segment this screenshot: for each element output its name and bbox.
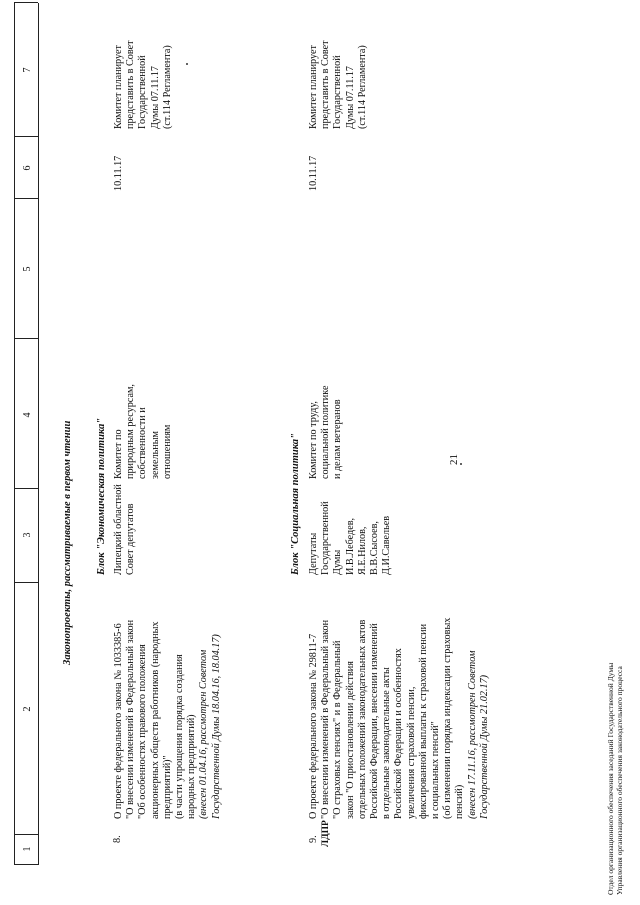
header-divider xyxy=(14,488,38,489)
faction-tag: ЛДПР xyxy=(321,820,331,847)
row-number: 8. xyxy=(112,835,123,843)
bill-note-line: Государственной Думы 21.02.17) xyxy=(478,674,490,819)
initiator-line: Депутаты xyxy=(308,532,319,575)
header-divider xyxy=(14,198,38,199)
committee-line: Комитет по xyxy=(113,429,124,479)
initiator-line: Государственной xyxy=(320,501,332,575)
action-line: представить в Совет xyxy=(125,40,137,129)
initiator-line: Совет депутатов xyxy=(125,503,137,575)
bill-note-line: (внесен 17.11.16, рассмотрен Советом xyxy=(466,650,478,819)
bill-line: народных предприятий) xyxy=(186,714,198,819)
bill-line: "Об особенностях правового положения xyxy=(137,644,149,819)
date: 10.11.17 xyxy=(113,155,124,191)
bill-line: отдельных положений законодательных актов xyxy=(356,619,368,819)
bill-line: пенсий) xyxy=(454,784,466,819)
bill-line: и социальных пенсий" xyxy=(430,721,442,819)
bill-line: предприятий)" xyxy=(161,755,173,819)
column-number: 6 xyxy=(22,165,33,171)
bill-line: в отдельные законодательные акты xyxy=(381,667,393,819)
header-divider xyxy=(14,864,38,865)
section-title: Законопроекты, рассматриваемые в первом чтении xyxy=(62,420,73,665)
footer xyxy=(606,475,624,895)
committee-line: природным ресурсам, xyxy=(125,384,137,479)
header-divider xyxy=(14,2,38,3)
date: 10.11.17 xyxy=(308,155,319,191)
bill-line: "О страховых пенсиях" и в Федеральный xyxy=(332,640,344,819)
column-number: 2 xyxy=(22,706,33,712)
header-divider xyxy=(14,834,38,835)
committee-action xyxy=(308,11,369,129)
initiator-line: В.В.Сысоев, xyxy=(369,521,381,575)
action-line: Государственной xyxy=(332,55,344,129)
bill-note-line: (внесен 01.04.16, рассмотрен Советом xyxy=(198,649,210,819)
initiator-line: И.В.Лебедев, xyxy=(344,517,356,575)
action-line: Комитет планирует xyxy=(308,45,319,129)
committee-line: и делам ветеранов xyxy=(332,399,344,479)
bill-line: (об изменении порядка индексации страховых xyxy=(442,617,454,819)
bill-line: Российской Федерации и особенностях xyxy=(393,648,405,819)
committee-line: собственности и xyxy=(137,407,149,479)
header-divider xyxy=(14,582,38,583)
scan-speck xyxy=(460,463,462,465)
block-title: Блок "Экономическая политика" xyxy=(96,417,107,575)
committee-line: Комитет по труду, xyxy=(308,401,319,479)
bill-line: "О внесении изменений в Федеральный закон xyxy=(320,619,332,819)
action-line: представить в Совет xyxy=(320,40,332,129)
header-divider xyxy=(14,338,38,339)
action-line: Думы 07.11.17 xyxy=(149,65,161,129)
footer-line: Отдел организационного обеспечения заседаний Государственной Думы xyxy=(606,662,615,895)
column-number: 1 xyxy=(22,846,33,852)
bill-line: акционерных обществ работников (народных xyxy=(149,621,161,819)
committee-line: отношениям xyxy=(161,424,173,479)
action-line: Думы 07.11.17 xyxy=(344,65,356,129)
header-border-top xyxy=(14,3,15,865)
bill-line: Российской Федерации, внесении изменений xyxy=(369,623,381,819)
column-number: 7 xyxy=(22,67,33,73)
block-title: Блок "Социальная политика" xyxy=(290,433,301,575)
bill-line: (в части упрощения порядка создания xyxy=(174,654,186,819)
initiator-line: Я.Е.Нилов, xyxy=(356,526,368,575)
bill-line: закон "О приостановлении действия xyxy=(344,661,356,819)
action-line: Комитет планирует xyxy=(113,45,124,129)
bill-line: О проекте федерального закона № 29811-7 xyxy=(308,633,319,819)
committee-action xyxy=(113,11,174,129)
initiator xyxy=(113,479,137,575)
bill-line: "О внесении изменений в Федеральный закон xyxy=(125,619,137,819)
initiator-line: Д.И.Савельев xyxy=(381,515,393,575)
initiator-line: Липецкий областной xyxy=(113,484,124,575)
committee-line: земельным xyxy=(149,431,161,479)
action-line: Государственной xyxy=(137,55,149,129)
bill-description xyxy=(308,579,491,819)
header-divider xyxy=(14,136,38,137)
action-line: (ст.114 Регламента) xyxy=(161,45,173,129)
bill-description xyxy=(113,579,223,819)
header-border-bottom xyxy=(38,3,39,865)
initiator xyxy=(308,479,393,575)
bill-line: увеличения страховой пенсии, xyxy=(405,686,417,819)
row-number: 9. xyxy=(308,835,319,843)
column-number: 3 xyxy=(22,532,33,538)
bill-line: фиксированной выплаты к страховой пенсии xyxy=(417,623,429,819)
bill-note-line: Государственной Думы 18.04.16, 18.04.17) xyxy=(210,634,222,819)
action-line: (ст.114 Регламента) xyxy=(356,45,368,129)
committee xyxy=(113,339,174,479)
footer-line: Управления организационного обеспечения законодательного процесса xyxy=(615,666,624,895)
page-number: 21 xyxy=(448,454,460,465)
column-number: 4 xyxy=(22,412,33,418)
initiator-line: Думы xyxy=(332,549,344,575)
column-number: 5 xyxy=(22,266,33,272)
bill-line: О проекте федерального закона № 1033385-6 xyxy=(113,623,124,819)
scan-speck xyxy=(186,63,188,65)
committee xyxy=(308,339,345,479)
committee-line: социальной политике xyxy=(320,385,332,479)
